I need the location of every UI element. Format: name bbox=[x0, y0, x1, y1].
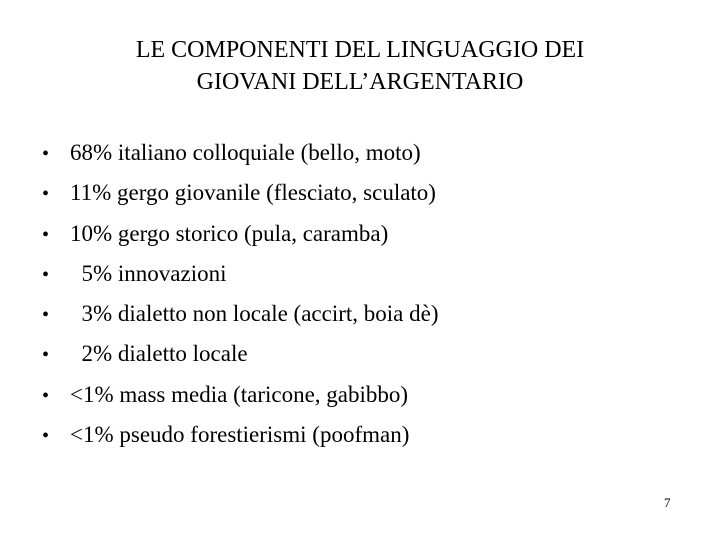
bullet-icon: • bbox=[42, 263, 50, 286]
list-item-text: <1% mass media (taricone, gabibbo) bbox=[70, 381, 409, 407]
list-item-text: 3% dialetto non locale (accirt, boia dè) bbox=[70, 301, 439, 327]
bullet-icon: • bbox=[42, 143, 50, 165]
list-item bbox=[42, 294, 438, 334]
list-item bbox=[42, 214, 438, 254]
list-item bbox=[42, 415, 438, 455]
page-number: 7 bbox=[664, 495, 671, 510]
bullet-icon: • bbox=[42, 425, 50, 448]
list-item-text: 2% dialetto locale bbox=[70, 341, 248, 367]
bullet-icon: • bbox=[42, 304, 50, 327]
slide-title-line-1: LE COMPONENTI DEL LINGUAGGIO DEI bbox=[135, 37, 585, 63]
bullet-list bbox=[42, 133, 438, 455]
list-item bbox=[42, 375, 438, 415]
bullet-icon: • bbox=[42, 384, 50, 407]
bullet-icon: • bbox=[42, 344, 50, 367]
list-item-text: 10% gergo storico (pula, caramba) bbox=[70, 220, 389, 246]
list-item bbox=[42, 133, 438, 173]
list-item bbox=[42, 254, 438, 294]
list-item-text: 68% italiano colloquiale (bello, moto) bbox=[70, 140, 421, 165]
list-item-text: <1% pseudo forestierismi (poofman) bbox=[70, 422, 410, 448]
list-item-text: 11% gergo giovanile (flesciato, sculato) bbox=[70, 180, 436, 206]
list-item bbox=[42, 334, 438, 374]
list-item-text: 5% innovazioni bbox=[70, 260, 227, 286]
list-item bbox=[42, 173, 438, 213]
bullet-icon: • bbox=[42, 183, 50, 206]
slide-title bbox=[0, 34, 720, 98]
slide-title-line-2: GIOVANI DELL’ARGENTARIO bbox=[196, 69, 524, 95]
bullet-icon: • bbox=[42, 223, 50, 246]
